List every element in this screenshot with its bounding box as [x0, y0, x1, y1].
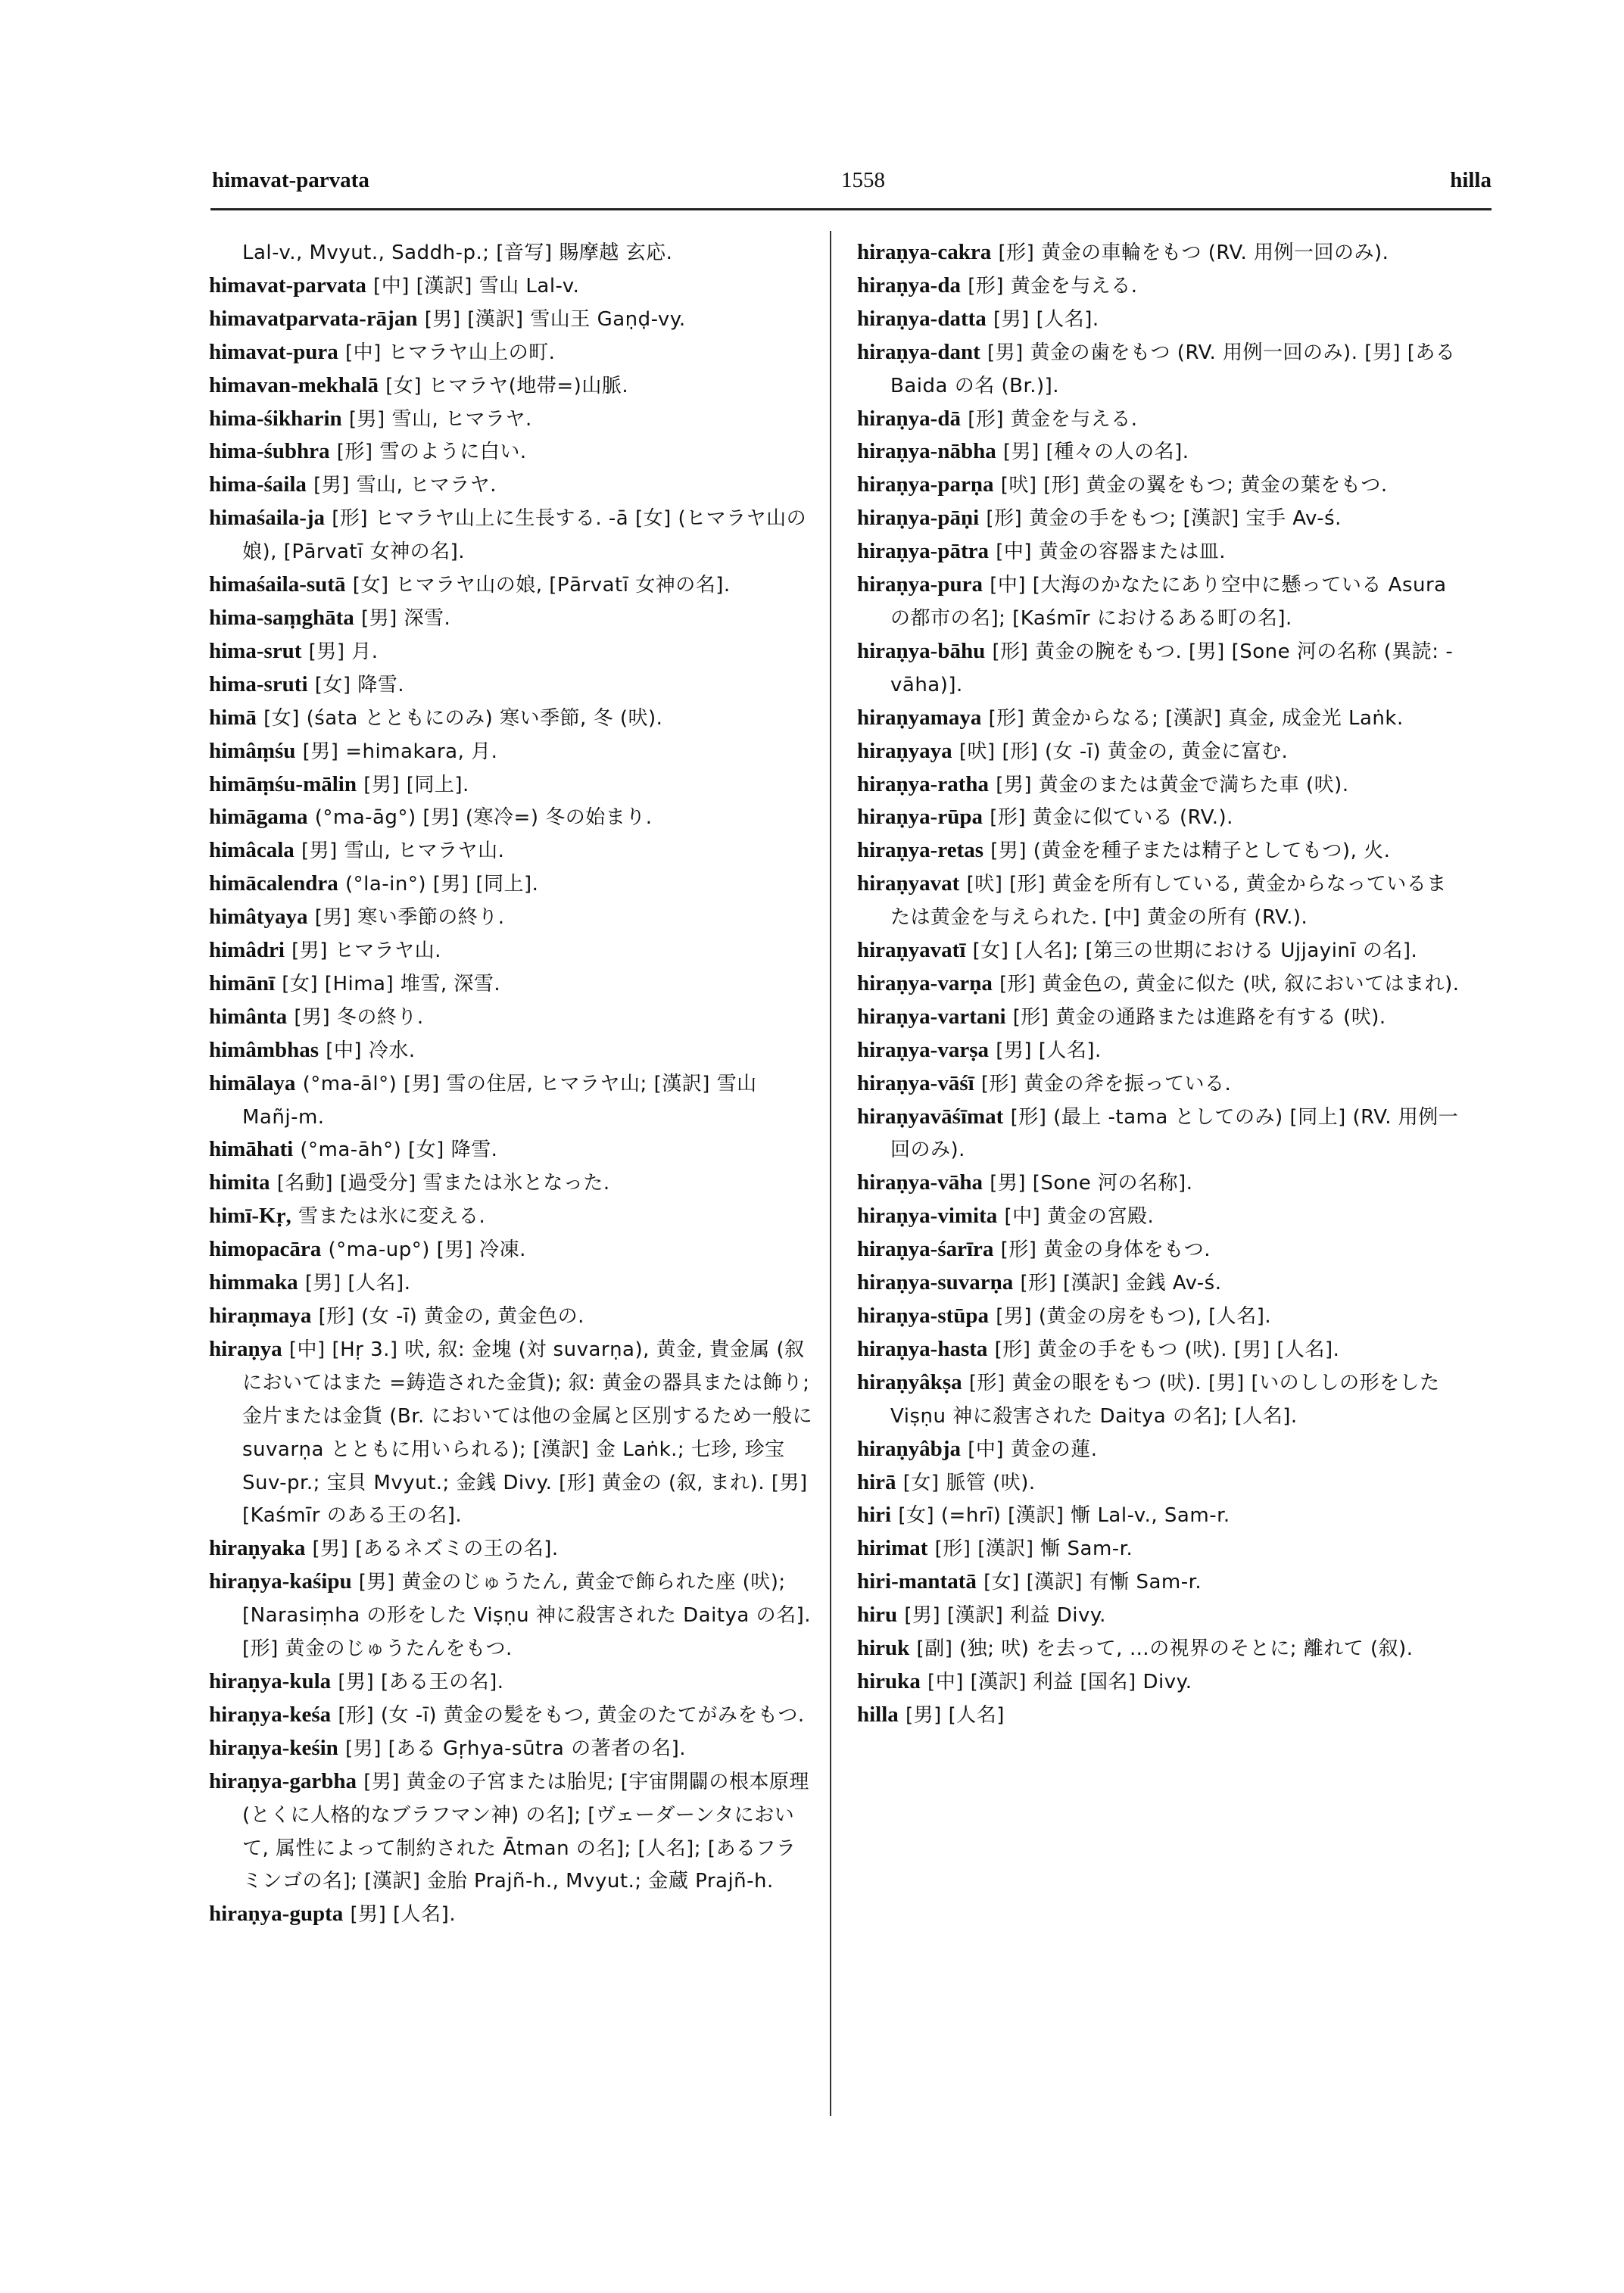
entry-definition: [形] 黄金の眼をもつ (吠). [男] [いのししの形をした Viṣṇu 神に殺害された Daitya の名]; [人名].	[890, 1371, 1440, 1428]
dictionary-entry	[857, 236, 1463, 269]
entry-definition: [形] 黄金に似ている (RV.).	[990, 806, 1233, 830]
dictionary-entry	[209, 1699, 815, 1732]
dictionary-entry	[857, 1366, 1463, 1433]
entry-headword: himācalendra	[209, 871, 338, 896]
header-rule	[210, 208, 1492, 210]
entry-definition: [男] (黄金の房をもつ), [人名].	[996, 1305, 1272, 1328]
entry-headword: hiraṇya-nābha	[857, 439, 996, 464]
entry-definition: [男] [種々の人の名].	[1002, 441, 1189, 464]
entry-headword: hiraṇya-bāhu	[857, 638, 986, 663]
entry-definition: (°ma-āg°) [男] (寒冷=) 冬の始まり.	[314, 806, 653, 830]
entry-headword: hima-srut	[209, 638, 302, 663]
dictionary-entry	[857, 269, 1463, 303]
entry-headword: himāgama	[209, 805, 308, 830]
entry-definition: [男] 寒い季節の終り.	[314, 906, 505, 930]
dictionary-entry	[209, 702, 815, 735]
entry-headword: hiraṇya-vāśī	[857, 1070, 974, 1095]
entry-headword: himâcala	[209, 838, 295, 863]
dictionary-entry	[209, 1167, 815, 1200]
entry-headword: hiraṇyâkṣa	[857, 1369, 962, 1394]
entry-definition: [形] (女 -ī) 黄金の, 黄金色の.	[318, 1305, 584, 1328]
dictionary-entry	[209, 801, 815, 834]
entry-definition: [男] [人名].	[350, 1903, 457, 1927]
entry-definition: [男] [人名]	[906, 1703, 1005, 1727]
dictionary-entry	[857, 1499, 1463, 1532]
dictionary-entry	[857, 702, 1463, 735]
dictionary-entry	[209, 934, 815, 967]
entry-headword: hiraṇyaya	[857, 738, 952, 763]
entry-headword: himaśaila-sutā	[209, 572, 346, 597]
entry-definition: [男] 冬の終り.	[294, 1005, 424, 1029]
header-right-guide-word: hilla	[1450, 168, 1492, 192]
entry-definition: [男] [同上].	[363, 773, 469, 796]
entry-definition: [形] [漢訳] 慚 Sam-r.	[934, 1537, 1133, 1561]
dictionary-entry	[857, 1665, 1463, 1699]
entry-definition: [中] 黄金の蓮.	[968, 1438, 1098, 1461]
dictionary-entry	[857, 1233, 1463, 1266]
entry-definition: [男] 雪山, ヒマラヤ.	[313, 474, 497, 497]
dictionary-entry	[857, 1333, 1463, 1366]
dictionary-entry	[209, 1133, 815, 1167]
dictionary-entry	[209, 668, 815, 702]
entry-definition: [形] 黄金の通路または進路を有する (吠).	[1012, 1005, 1386, 1029]
entry-definition: (°ma-āl°) [男] 雪の住居, ヒマラヤ山; [漢訳] 雪山 Mañj-m.	[242, 1072, 757, 1129]
entry-headword: hiraṇya-keśa	[209, 1702, 332, 1727]
entry-definition: (°la-in°) [男] [同上].	[345, 873, 539, 896]
entry-headword: hiraṇya-dā	[857, 406, 961, 431]
entry-definition: [男] 深雪.	[360, 606, 451, 630]
entry-definition: (°ma-up°) [男] 冷凍.	[328, 1238, 526, 1262]
dictionary-entry	[209, 1566, 815, 1665]
entry-definition: [女] [Hima] 堆雪, 深雪.	[282, 972, 501, 995]
entry-definition: [男] 月.	[308, 640, 379, 663]
dictionary-entry	[209, 1034, 815, 1067]
entry-definition: [形] ヒマラヤ山上に生長する. -ā [女] (ヒマラヤ山の娘), [Pārvatī 女神の名].	[242, 507, 807, 564]
entry-headword: hiraṇya	[209, 1336, 282, 1361]
dictionary-entry	[209, 1333, 815, 1532]
dictionary-entry	[857, 303, 1463, 336]
entry-headword: hima-śikharin	[209, 406, 342, 431]
entry-definition: Lal-v., Mvyut., Saddh-p.; [音写] 賜摩越 玄応.	[242, 241, 673, 264]
entry-headword: hiraṇya-śarīra	[857, 1237, 994, 1262]
dictionary-entry	[209, 469, 815, 502]
dictionary-entry	[209, 1665, 815, 1699]
dictionary-entry	[209, 768, 815, 802]
dictionary-entry	[857, 801, 1463, 834]
dictionary-entry	[209, 1001, 815, 1034]
entry-headword: himavat-parvata	[209, 273, 366, 298]
entry-headword: himmaka	[209, 1270, 298, 1295]
entry-definition: [吠] [形] 黄金を所有している, 黄金からなっているまたは黄金を与えられた. [中] 黄金の所有 (RV.).	[890, 873, 1447, 930]
dictionary-entry	[857, 967, 1463, 1001]
dictionary-entry	[209, 735, 815, 768]
entry-headword: hiri-mantatā	[857, 1569, 977, 1594]
dictionary-entry	[857, 1632, 1463, 1665]
entry-definition: [副] (独; 吠) を去って, …の視界のそとに; 離れて (叙).	[916, 1637, 1414, 1661]
dictionary-entry	[209, 868, 815, 901]
entry-definition: [中] ヒマラヤ山上の町.	[345, 341, 556, 364]
entry-definition: [男] [Sone 河の名称].	[990, 1172, 1193, 1195]
entry-definition: [女] ヒマラヤ(地帯=)山脈.	[385, 374, 629, 397]
dictionary-entry	[209, 1532, 815, 1566]
entry-headword: himâtyaya	[209, 905, 308, 930]
dictionary-entry	[857, 535, 1463, 569]
entry-headword: hiraṇya-gupta	[209, 1902, 344, 1927]
entry-definition: (°ma-āh°) [女] 降雪.	[300, 1139, 498, 1162]
dictionary-entry	[857, 1001, 1463, 1034]
dictionary-entry	[209, 569, 815, 602]
entry-headword: himâdri	[209, 938, 285, 963]
entry-headword: hiraṇyaka	[209, 1536, 306, 1561]
dictionary-entry	[209, 403, 815, 436]
entry-definition: [形] 黄金を与える.	[968, 407, 1138, 431]
left-column	[209, 236, 815, 1931]
entry-definition: [女] [人名]; [第三の世期における Ujjayinī の名].	[972, 939, 1418, 963]
dictionary-entry	[209, 834, 815, 868]
entry-headword: himâṃśu	[209, 738, 296, 763]
entry-headword: himavatparvata-rājan	[209, 306, 418, 331]
entry-definition: [形] 黄金の身体をもつ.	[1000, 1238, 1211, 1262]
entry-headword: hiraṇya-vāha	[857, 1170, 983, 1195]
dictionary-entry	[857, 1067, 1463, 1101]
dictionary-entry	[857, 435, 1463, 469]
dictionary-entry	[857, 635, 1463, 702]
entry-headword: hiraṇya-cakra	[857, 240, 992, 264]
entry-headword: hima-sruti	[209, 671, 308, 696]
dictionary-entry	[209, 901, 815, 934]
entry-headword: himita	[209, 1170, 270, 1195]
dictionary-entry	[857, 1699, 1463, 1732]
entry-definition: [男] [ある王の名].	[338, 1670, 504, 1693]
entry-headword: hiraṇya-garbha	[209, 1768, 357, 1793]
entry-headword: himālaya	[209, 1070, 296, 1095]
entry-definition: [形] 黄金の手をもつ; [漢訳] 宝手 Av-ś.	[986, 507, 1342, 531]
entry-headword: hiraṇyavāśīmat	[857, 1104, 1004, 1129]
dictionary-entry	[857, 1266, 1463, 1300]
entry-definition: [中] [漢訳] 利益 [国名] Divy.	[927, 1670, 1192, 1693]
entry-headword: hiraṇya-vimita	[857, 1204, 998, 1229]
entry-definition: [女] 降雪.	[314, 673, 405, 696]
dictionary-entry	[857, 834, 1463, 868]
dictionary-entry	[857, 1599, 1463, 1632]
entry-headword: hiraṇya-varṣa	[857, 1037, 989, 1062]
entry-definition: [男] =himakara, 月.	[302, 740, 498, 763]
dictionary-entry	[209, 1233, 815, 1266]
dictionary-entry	[209, 967, 815, 1001]
dictionary-entry	[857, 768, 1463, 802]
entry-definition: [男] [人名].	[304, 1272, 411, 1295]
entry-definition: [女] 脈管 (吠).	[902, 1471, 1036, 1494]
entry-definition: [男] 雪山, ヒマラヤ山.	[301, 840, 505, 863]
entry-headword: himī-Kṛ,	[209, 1204, 291, 1229]
entry-headword: hiraṇya-pura	[857, 572, 983, 597]
entry-headword: hiraṇya-vartani	[857, 1004, 1006, 1029]
dictionary-entry	[209, 635, 815, 668]
dictionary-entry	[209, 1200, 815, 1233]
entry-headword: hiraṇya-suvarṇa	[857, 1270, 1014, 1295]
entry-headword: himānī	[209, 970, 276, 995]
entry-definition: [形] 黄金を与える.	[968, 274, 1138, 298]
entry-definition: [女] (=hrī) [漢訳] 慚 Lal-v., Sam-r.	[898, 1504, 1230, 1528]
dictionary-entry	[857, 469, 1463, 502]
page-number: 1558	[841, 168, 885, 192]
dictionary-entry	[857, 934, 1463, 967]
entry-definition: [形] [漢訳] 金銭 Av-ś.	[1020, 1272, 1222, 1295]
entry-definition: [中] 黄金の宮殿.	[1004, 1205, 1155, 1229]
entry-headword: hirimat	[857, 1536, 928, 1561]
entry-definition: [形] (最上 -tama としてのみ) [同上] (RV. 用例一回のみ).	[890, 1105, 1459, 1162]
dictionary-entry	[857, 403, 1463, 436]
entry-definition: [形] 黄金の斧を振っている.	[980, 1072, 1232, 1095]
entry-headword: hiraṇya-pāṇi	[857, 506, 980, 531]
entry-headword: hiraṇya-varṇa	[857, 970, 993, 995]
entry-headword: hiraṇya-keśin	[209, 1735, 338, 1760]
dictionary-entry	[209, 1300, 815, 1333]
dictionary-entry	[857, 1167, 1463, 1200]
entry-headword: hiruk	[857, 1636, 910, 1661]
entry-headword: himânta	[209, 1004, 288, 1029]
entry-definition: [男] 黄金の子宮または胎児; [宇宙開闢の根本原理 (とくに人格的なブラフマン神) の名]; [ヴェーダーンタにおいて, 属性によって制約された Ātman の名]; [人名]; [あるフラミンゴの名]; [漢訳] 金胎 Prajñ-h., Mvyut.; 金蔵 Prajñ-h.	[242, 1770, 809, 1893]
entry-headword: hiraṇyavat	[857, 871, 960, 896]
entry-headword: hiraṇya-da	[857, 273, 961, 298]
dictionary-entry	[209, 1266, 815, 1300]
entry-headword: hiraṇyâbja	[857, 1436, 961, 1461]
dictionary-entry	[209, 369, 815, 403]
entry-headword: hima-śubhra	[209, 439, 330, 464]
entry-headword: hiraṇya-parṇa	[857, 472, 994, 497]
entry-headword: hiraṇyamaya	[857, 705, 982, 730]
dictionary-entry	[857, 569, 1463, 635]
entry-headword: himāhati	[209, 1137, 294, 1162]
dictionary-entry	[857, 1532, 1463, 1566]
entry-headword: hiruka	[857, 1668, 921, 1693]
entry-definition: [中] 冷水.	[326, 1039, 416, 1062]
entry-definition: [女] [漢訳] 有慚 Sam-r.	[983, 1571, 1202, 1594]
dictionary-entry	[209, 336, 815, 369]
right-column	[857, 236, 1463, 1732]
entry-headword: hiru	[857, 1603, 898, 1628]
entry-definition: [形] 黄金の手をもつ (吠). [男] [人名].	[994, 1338, 1340, 1361]
entry-definition: [男] ヒマラヤ山.	[291, 939, 441, 963]
entry-definition: [男] [ある Gṛhya-sūtra の著者の名].	[345, 1737, 687, 1760]
entry-headword: hiraṇya-stūpa	[857, 1304, 990, 1328]
entry-definition: [形] 黄金の腕をもつ. [男] [Sone 河の名称 (異読: -vāha)].	[890, 640, 1454, 696]
entry-headword: hilla	[857, 1702, 899, 1727]
entry-headword: hiraṇya-datta	[857, 306, 987, 331]
entry-definition: [中] [大海のかなたにあり空中に懸っている Asura の都市の名]; [Kaśmīr におけるある町の名].	[890, 574, 1447, 630]
entry-headword: hiraṇya-dant	[857, 339, 980, 364]
entry-definition: [中] 黄金の容器または皿.	[996, 541, 1227, 564]
entry-headword: himavan-mekhalā	[209, 372, 379, 397]
entry-definition: [形] 黄金色の, 黄金に似た (吠, 叙においてはまれ).	[999, 972, 1460, 995]
entry-headword: himopacāra	[209, 1237, 322, 1262]
entry-definition: [男] 雪山, ヒマラヤ.	[348, 407, 532, 431]
dictionary-entry	[857, 1200, 1463, 1233]
dictionary-entry	[857, 1300, 1463, 1333]
dictionary-entry	[209, 1732, 815, 1765]
entry-definition: [男] [人名].	[993, 307, 1099, 331]
header-left-guide-word: himavat-parvata	[212, 168, 369, 192]
dictionary-entry	[209, 303, 815, 336]
entry-headword: hiraṇya-hasta	[857, 1336, 988, 1361]
entry-headword: hiraṇya-rūpa	[857, 805, 983, 830]
dictionary-entry	[857, 1034, 1463, 1067]
dictionary-entry	[209, 236, 815, 269]
entry-headword: hiraṇya-ratha	[857, 771, 989, 796]
entry-headword: hiraṇya-kula	[209, 1668, 332, 1693]
entry-definition: [中] [漢訳] 雪山 Lal-v.	[373, 274, 580, 298]
column-divider	[830, 231, 831, 2116]
entry-definition: [女] (śata とともにのみ) 寒い季節, 冬 (吠).	[263, 706, 663, 730]
entry-definition: [形] 雪のように白い.	[336, 441, 527, 464]
dictionary-entry	[857, 868, 1463, 934]
dictionary-entry	[857, 1566, 1463, 1599]
entry-headword: himavat-pura	[209, 339, 338, 364]
dictionary-entry	[857, 336, 1463, 403]
entry-headword: himâmbhas	[209, 1037, 320, 1062]
dictionary-entry	[857, 1101, 1463, 1167]
entry-headword: hiri	[857, 1503, 892, 1528]
entry-headword: hima-śaila	[209, 472, 307, 497]
entry-definition: [吠] [形] 黄金の翼をもつ; 黄金の葉をもつ.	[1000, 474, 1388, 497]
dictionary-entry	[209, 1898, 815, 1931]
entry-headword: himāṃśu-mālin	[209, 771, 357, 796]
dictionary-entry	[209, 1765, 815, 1899]
entry-definition: [女] ヒマラヤ山の娘, [Pārvatī 女神の名].	[352, 574, 731, 597]
entry-definition: [男] [漢訳] 雪山王 Gaṇḍ-vy.	[424, 307, 686, 331]
entry-definition: 雪または氷に変える.	[298, 1205, 486, 1229]
dictionary-entry	[857, 735, 1463, 768]
page-header	[212, 168, 1492, 206]
dictionary-entry	[209, 269, 815, 303]
dictionary-entry	[209, 602, 815, 635]
dictionary-entry	[209, 435, 815, 469]
entry-definition: [男] 黄金のじゅうたん, 黄金で飾られた座 (吠); [Narasiṃha の形をした Viṣṇu 神に殺害された Daitya の名]. [形] 黄金のじゅうたんをもつ.	[242, 1571, 812, 1661]
entry-headword: himaśaila-ja	[209, 506, 326, 531]
entry-headword: himā	[209, 705, 257, 730]
entry-headword: hiraṇmaya	[209, 1304, 312, 1328]
entry-definition: [吠] [形] (女 -ī) 黄金の, 黄金に富む.	[959, 740, 1289, 763]
entry-definition: [名動] [過受分] 雪または氷となった.	[276, 1172, 610, 1195]
entry-definition: [中] [Hṛ 3.] 吠, 叙: 金塊 (対 suvarṇa), 黄金, 貴金属 (叙においてはまた =鋳造された金貨); 叙: 黄金の器具または飾り; 金片または金貨 (Br. においては他の金属と区別するため一般に suvarṇa とともに用いられる); [漢訳] 金 Laṅk.; 七珍, 珍宝 Suv-pr.; 宝貝 Mvyut.; 金銭 Divy. [形] 黄金の (叙, まれ). [男] [Kaśmīr のある王の名].	[242, 1338, 813, 1528]
entry-definition: [男] [漢訳] 利益 Divy.	[904, 1604, 1106, 1628]
dictionary-entry	[857, 502, 1463, 535]
entry-definition: [男] [あるネズミの王の名].	[312, 1537, 559, 1561]
entry-headword: hiraṇyavatī	[857, 938, 966, 963]
entry-headword: hima-saṃghāta	[209, 605, 354, 630]
entry-headword: hiraṇya-kaśipu	[209, 1569, 352, 1594]
entry-definition: [男] [人名].	[996, 1039, 1102, 1062]
entry-definition: [男] 黄金の歯をもつ (RV. 用例一回のみ). [男] [ある Baida の名 (Br.)].	[890, 341, 1456, 397]
dictionary-entry	[857, 1466, 1463, 1500]
dictionary-entry	[209, 1067, 815, 1134]
entry-headword: hiraṇya-pātra	[857, 539, 989, 564]
dictionary-entry	[209, 502, 815, 569]
entry-definition: [形] (女 -ī) 黄金の髪をもつ, 黄金のたてがみをもつ.	[338, 1703, 805, 1727]
entry-headword: hirā	[857, 1469, 896, 1494]
entry-definition: [形] 黄金の車輪をもつ (RV. 用例一回のみ).	[998, 241, 1389, 264]
entry-headword: hiraṇya-retas	[857, 838, 984, 863]
entry-definition: [男] 黄金のまたは黄金で満ちた車 (吠).	[996, 773, 1349, 796]
entry-definition: [形] 黄金からなる; [漢訳] 真金, 成金光 Laṅk.	[988, 706, 1404, 730]
entry-definition: [男] (黄金を種子または精子としてもつ), 火.	[990, 840, 1391, 863]
dictionary-entry	[857, 1433, 1463, 1466]
